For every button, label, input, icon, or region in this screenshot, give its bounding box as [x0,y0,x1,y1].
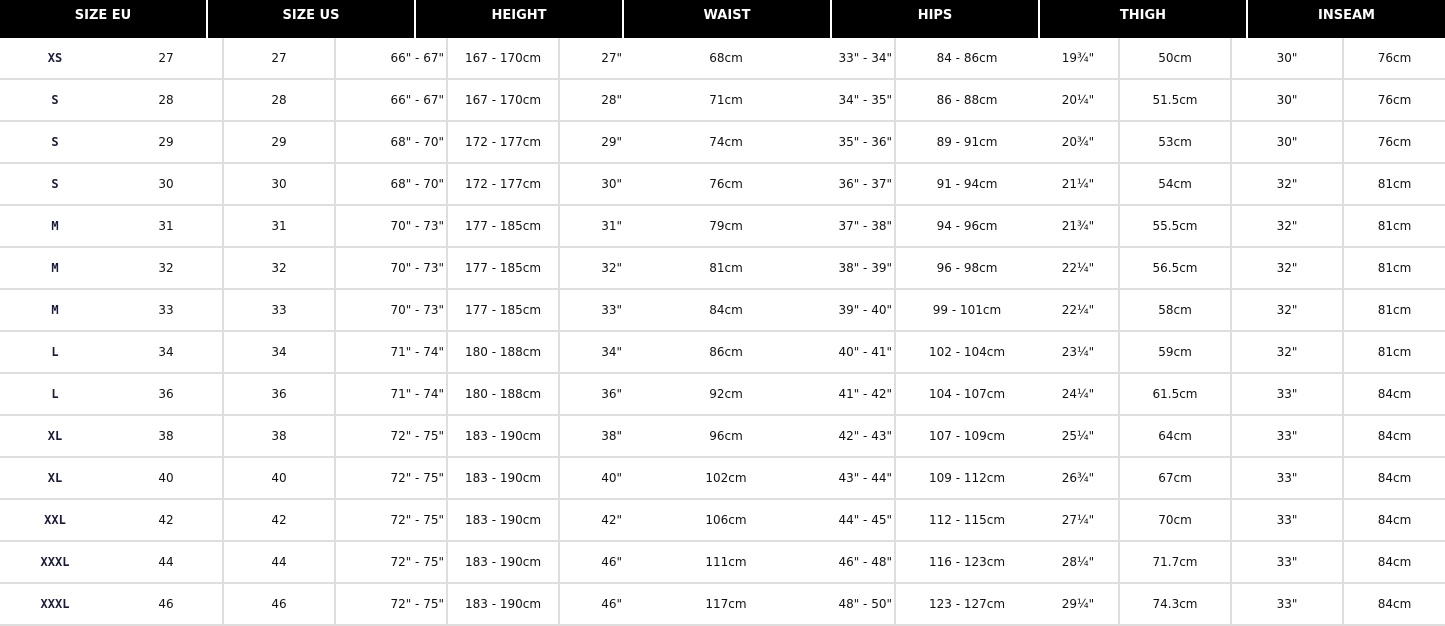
height-in-cell: 68" - 70" [334,122,446,162]
size-eu-number-cell: 31 [158,219,174,233]
height-in-cell: 72" - 75" [334,542,446,582]
hips-cm-cell: 102 - 104cm [894,332,1038,372]
height-cm-cell: 167 - 170cm [446,38,558,78]
height-in-cell: 71" - 74" [334,332,446,372]
size-us-cell: 28 [222,80,334,120]
table-row [0,206,1445,248]
waist-cm-cell: 84cm [709,303,743,317]
hips-in-cell: 44" - 45" [838,513,892,527]
hips-in-cell: 33" - 34" [838,51,892,65]
inseam-in-cell: 30" [1230,38,1342,78]
inseam-cm-cell: 76cm [1342,122,1445,162]
size-us-cell: 31 [222,206,334,246]
inseam-in-cell: 30" [1230,80,1342,120]
inseam-in-cell: 32" [1230,248,1342,288]
thigh-in-cell: 19¾" [1061,51,1095,65]
size-eu-number-cell: 28 [158,93,174,107]
height-in-cell: 66" - 67" [334,38,446,78]
waist-cm-cell: 81cm [709,261,743,275]
waist-in-cell: 46" [558,584,624,624]
waist-in-cell: 29" [558,122,624,162]
size-eu-cell: M [51,261,59,275]
size-eu-cell: XL [47,471,63,485]
size-eu-number-cell: 32 [158,261,174,275]
hips-cm-cell: 86 - 88cm [894,80,1038,120]
hips-cm-cell: 109 - 112cm [894,458,1038,498]
hips-in-cell: 46" - 48" [838,555,892,569]
size-eu-number-cell: 38 [158,429,174,443]
size-eu-number-cell: 29 [158,135,174,149]
hips-cm-cell: 123 - 127cm [894,584,1038,624]
size-eu-cell: XXXL [40,555,70,569]
height-cm-cell: 183 - 190cm [446,542,558,582]
height-cm-cell: 172 - 177cm [446,122,558,162]
height-in-cell: 70" - 73" [334,248,446,288]
waist-cm-cell: 102cm [705,471,747,485]
inseam-cm-cell: 81cm [1342,164,1445,204]
size-eu-number-cell: 27 [158,51,174,65]
size-eu-number-cell: 33 [158,303,174,317]
inseam-cm-cell: 84cm [1342,542,1445,582]
inseam-in-cell: 33" [1230,458,1342,498]
waist-in-cell: 32" [558,248,624,288]
hips-cm-cell: 84 - 86cm [894,38,1038,78]
waist-in-cell: 38" [558,416,624,456]
size-eu-cell: S [51,93,59,107]
hips-cm-cell: 94 - 96cm [894,206,1038,246]
header-size-eu: SIZE EU [74,8,132,23]
inseam-in-cell: 33" [1230,584,1342,624]
waist-in-cell: 36" [558,374,624,414]
inseam-cm-cell: 81cm [1342,206,1445,246]
waist-cm-cell: 74cm [709,135,743,149]
thigh-cm-cell: 71.7cm [1118,542,1230,582]
hips-in-cell: 38" - 39" [838,261,892,275]
table-row [0,374,1445,416]
thigh-in-cell: 20¾" [1061,135,1095,149]
hips-in-cell: 40" - 41" [838,345,892,359]
size-eu-cell: M [51,303,59,317]
inseam-cm-cell: 81cm [1342,332,1445,372]
size-eu-cell: XXL [44,513,66,527]
size-eu-cell: XS [47,51,63,65]
height-cm-cell: 177 - 185cm [446,290,558,330]
inseam-in-cell: 30" [1230,122,1342,162]
size-eu-number-cell: 44 [158,555,174,569]
height-in-cell: 72" - 75" [334,500,446,540]
waist-cm-cell: 71cm [709,93,743,107]
height-in-cell: 66" - 67" [334,80,446,120]
table-row [0,164,1445,206]
hips-in-cell: 35" - 36" [838,135,892,149]
size-eu-cell: M [51,219,59,233]
table-row [0,290,1445,332]
waist-in-cell: 40" [558,458,624,498]
thigh-cm-cell: 55.5cm [1118,206,1230,246]
height-in-cell: 72" - 75" [334,584,446,624]
waist-cm-cell: 111cm [705,555,747,569]
inseam-cm-cell: 84cm [1342,458,1445,498]
thigh-in-cell: 20¼" [1061,93,1095,107]
waist-cm-cell: 79cm [709,219,743,233]
hips-in-cell: 43" - 44" [838,471,892,485]
hips-cm-cell: 91 - 94cm [894,164,1038,204]
thigh-cm-cell: 64cm [1118,416,1230,456]
waist-cm-cell: 106cm [705,513,747,527]
thigh-cm-cell: 58cm [1118,290,1230,330]
waist-cm-cell: 92cm [709,387,743,401]
table-row [0,38,1445,80]
inseam-in-cell: 32" [1230,332,1342,372]
thigh-in-cell: 22¼" [1061,303,1095,317]
waist-in-cell: 30" [558,164,624,204]
inseam-cm-cell: 84cm [1342,374,1445,414]
thigh-cm-cell: 61.5cm [1118,374,1230,414]
size-us-cell: 32 [222,248,334,288]
size-us-cell: 33 [222,290,334,330]
hips-cm-cell: 107 - 109cm [894,416,1038,456]
hips-in-cell: 37" - 38" [838,219,892,233]
thigh-in-cell: 23¼" [1061,345,1095,359]
thigh-cm-cell: 59cm [1118,332,1230,372]
hips-cm-cell: 99 - 101cm [894,290,1038,330]
inseam-cm-cell: 76cm [1342,38,1445,78]
header-waist: WAIST [622,0,830,38]
thigh-cm-cell: 50cm [1118,38,1230,78]
inseam-cm-cell: 84cm [1342,500,1445,540]
size-us-cell: 40 [222,458,334,498]
size-chart-header [0,0,1445,38]
size-us-cell: 38 [222,416,334,456]
size-eu-cell: L [51,387,59,401]
thigh-in-cell: 26¾" [1061,471,1095,485]
height-in-cell: 72" - 75" [334,458,446,498]
thigh-in-cell: 29¼" [1061,597,1095,611]
thigh-cm-cell: 56.5cm [1118,248,1230,288]
table-row [0,248,1445,290]
table-row [0,122,1445,164]
size-eu-number-cell: 36 [158,387,174,401]
height-in-cell: 71" - 74" [334,374,446,414]
header-thigh: THIGH [1038,0,1246,38]
height-cm-cell: 172 - 177cm [446,164,558,204]
thigh-cm-cell: 51.5cm [1118,80,1230,120]
size-us-cell: 27 [222,38,334,78]
thigh-cm-cell: 67cm [1118,458,1230,498]
table-row [0,500,1445,542]
waist-cm-cell: 76cm [709,177,743,191]
hips-in-cell: 42" - 43" [838,429,892,443]
header-inseam: INSEAM [1246,0,1445,38]
size-us-cell: 36 [222,374,334,414]
header-hips: HIPS [830,0,1038,38]
inseam-in-cell: 33" [1230,416,1342,456]
table-row [0,584,1445,626]
thigh-in-cell: 21¼" [1061,177,1095,191]
waist-cm-cell: 117cm [705,597,747,611]
height-cm-cell: 183 - 190cm [446,584,558,624]
hips-cm-cell: 116 - 123cm [894,542,1038,582]
size-eu-cell: L [51,345,59,359]
hips-in-cell: 34" - 35" [838,93,892,107]
hips-in-cell: 41" - 42" [838,387,892,401]
thigh-cm-cell: 53cm [1118,122,1230,162]
inseam-cm-cell: 76cm [1342,80,1445,120]
waist-in-cell: 28" [558,80,624,120]
height-cm-cell: 177 - 185cm [446,248,558,288]
waist-cm-cell: 86cm [709,345,743,359]
waist-in-cell: 31" [558,206,624,246]
waist-cm-cell: 96cm [709,429,743,443]
inseam-in-cell: 33" [1230,500,1342,540]
table-row [0,416,1445,458]
hips-cm-cell: 104 - 107cm [894,374,1038,414]
thigh-in-cell: 25¼" [1061,429,1095,443]
size-us-cell: 46 [222,584,334,624]
inseam-in-cell: 33" [1230,542,1342,582]
thigh-in-cell: 21¾" [1061,219,1095,233]
header-height: HEIGHT [414,0,622,38]
height-in-cell: 72" - 75" [334,416,446,456]
thigh-cm-cell: 70cm [1118,500,1230,540]
size-eu-cell: XL [47,429,63,443]
size-eu-number-cell: 34 [158,345,174,359]
hips-in-cell: 36" - 37" [838,177,892,191]
height-in-cell: 70" - 73" [334,290,446,330]
thigh-in-cell: 27¼" [1061,513,1095,527]
waist-in-cell: 46" [558,542,624,582]
height-in-cell: 68" - 70" [334,164,446,204]
size-eu-number-cell: 40 [158,471,174,485]
table-row [0,458,1445,500]
height-cm-cell: 183 - 190cm [446,500,558,540]
inseam-in-cell: 33" [1230,374,1342,414]
height-in-cell: 70" - 73" [334,206,446,246]
inseam-cm-cell: 81cm [1342,290,1445,330]
thigh-cm-cell: 54cm [1118,164,1230,204]
size-us-cell: 29 [222,122,334,162]
header-size-us: SIZE US [206,0,414,38]
waist-in-cell: 34" [558,332,624,372]
inseam-cm-cell: 84cm [1342,584,1445,624]
inseam-in-cell: 32" [1230,290,1342,330]
size-us-cell: 30 [222,164,334,204]
size-us-cell: 42 [222,500,334,540]
waist-in-cell: 33" [558,290,624,330]
table-row [0,542,1445,584]
table-row [0,80,1445,122]
size-us-cell: 44 [222,542,334,582]
size-us-cell: 34 [222,332,334,372]
height-cm-cell: 183 - 190cm [446,416,558,456]
hips-cm-cell: 112 - 115cm [894,500,1038,540]
size-eu-number-cell: 30 [158,177,174,191]
thigh-in-cell: 28¼" [1061,555,1095,569]
height-cm-cell: 183 - 190cm [446,458,558,498]
size-eu-cell: S [51,135,59,149]
hips-cm-cell: 96 - 98cm [894,248,1038,288]
height-cm-cell: 180 - 188cm [446,332,558,372]
thigh-cm-cell: 74.3cm [1118,584,1230,624]
size-eu-number-cell: 42 [158,513,174,527]
inseam-in-cell: 32" [1230,164,1342,204]
height-cm-cell: 167 - 170cm [446,80,558,120]
inseam-in-cell: 32" [1230,206,1342,246]
inseam-cm-cell: 81cm [1342,248,1445,288]
size-eu-number-cell: 46 [158,597,174,611]
inseam-cm-cell: 84cm [1342,416,1445,456]
height-cm-cell: 180 - 188cm [446,374,558,414]
waist-in-cell: 42" [558,500,624,540]
thigh-in-cell: 22¼" [1061,261,1095,275]
height-cm-cell: 177 - 185cm [446,206,558,246]
size-eu-cell: XXXL [40,597,70,611]
table-row [0,332,1445,374]
hips-cm-cell: 89 - 91cm [894,122,1038,162]
hips-in-cell: 48" - 50" [838,597,892,611]
size-eu-cell: S [51,177,59,191]
waist-cm-cell: 68cm [709,51,743,65]
hips-in-cell: 39" - 40" [838,303,892,317]
thigh-in-cell: 24¼" [1061,387,1095,401]
waist-in-cell: 27" [558,38,624,78]
